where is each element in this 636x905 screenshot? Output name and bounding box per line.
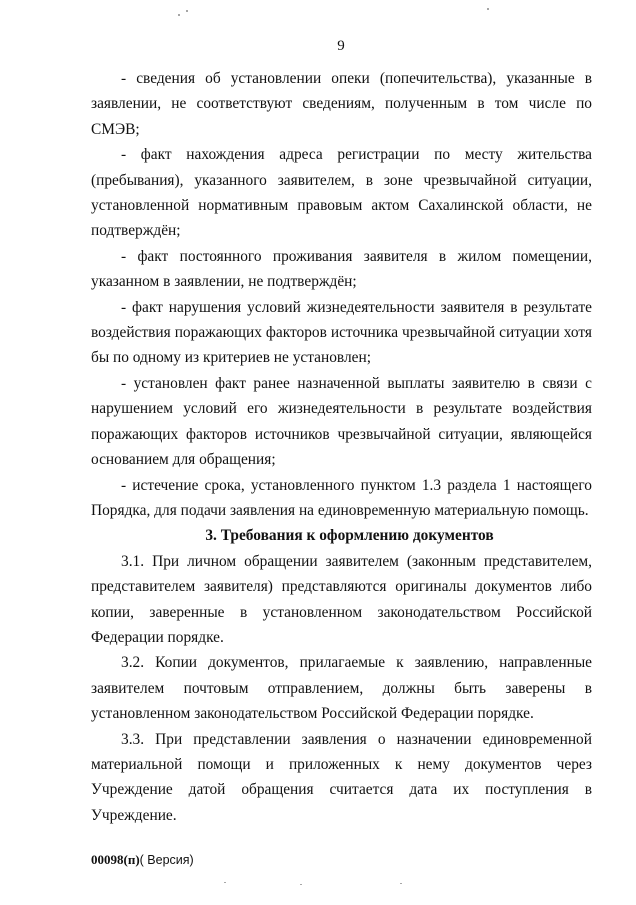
section-paragraph: 3.2. Копии документов, прилагаемые к заявлению, направленные заявителем почтовым отправлением, должны быть заверены в установленном законодательством Российской Федерации порядке. (91, 654, 592, 723)
document-body (91, 66, 592, 828)
scan-speck (186, 10, 188, 12)
scan-speck (178, 14, 180, 16)
section-paragraph: 3.3. При представлении заявления о назначении единовременной материальной помощи и приложенных к нему документов через Учреждение датой обращения считается дата их поступления в Учреждение. (91, 730, 592, 824)
section-paragraph: 3.1. При личном обращении заявителем (законным представителем, представителем заявителя) представляются оригиналы документов либо копии, заверенные в установленном законодательством Российской Федерации порядке. (91, 552, 592, 646)
list-item-paragraph: - истечение срока, установленного пунктом 1.3 раздела 1 настоящего Порядка, для подачи заявления на единовременную материальную помощь. (91, 476, 592, 519)
list-item-paragraph: - факт нахождения адреса регистрации по месту жительства (пребывания), указанного заявителем, в зоне чрезвычайной ситуации, установленной нормативным правовым актом Сахалинской области, не подтверждён; (91, 146, 592, 240)
section-heading: 3. Требования к оформлению документов (205, 527, 494, 545)
list-item-paragraph: - факт нарушения условий жизнедеятельности заявителя в результате воздействия поражающих факторов источника чрезвычайной ситуации хотя бы по одному из критериев не установлен; (91, 298, 592, 367)
document-code: 00098(п) (91, 852, 140, 867)
scan-speck (487, 8, 489, 10)
document-footer (91, 852, 194, 868)
list-item-paragraph: - сведения об установлении опеки (попечительства), указанные в заявлении, не соответствуют сведениям, полученным в том числе по СМЭВ; (91, 70, 592, 138)
document-version: ( Версия) (139, 853, 194, 867)
scan-speck (300, 884, 302, 885)
page-number: 9 (337, 38, 345, 54)
list-item-paragraph: - факт постоянного проживания заявителя в жилом помещении, указанном в заявлении, не подтверждён; (91, 247, 592, 291)
scan-speck (224, 882, 226, 883)
scan-speck (400, 883, 402, 884)
list-item-paragraph: - установлен факт ранее назначенной выплаты заявителю в связи с нарушением условий его жизнедеятельности в результате воздействия поражающих факторов источников чрезвычайной ситуации, являющейся основанием для обращения; (91, 374, 592, 469)
